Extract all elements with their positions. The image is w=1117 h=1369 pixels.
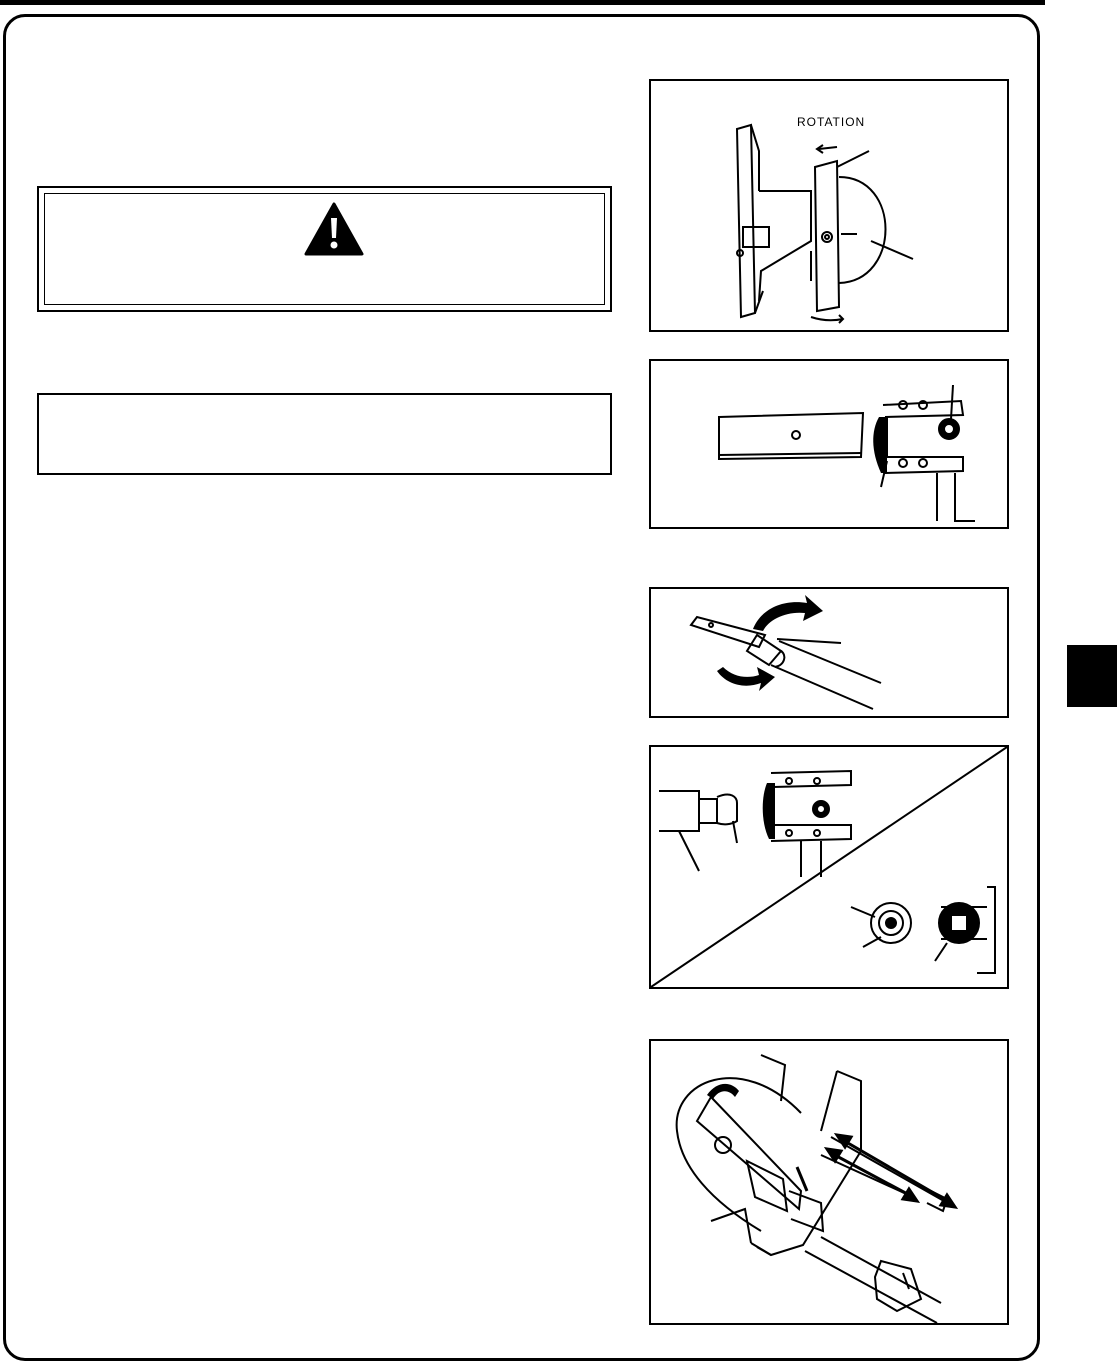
top-rule [0, 0, 1045, 5]
figure-shaft-coupling [649, 587, 1009, 718]
shaft-insertion-illustration [651, 747, 1007, 987]
figure-gear-case-detail [649, 1039, 1009, 1325]
warning-triangle-icon [304, 202, 364, 256]
rotation-label: ROTATION [797, 115, 866, 129]
gear-case-illustration [651, 1041, 1007, 1323]
figure-shaft-insertion [649, 745, 1009, 989]
figure-blade-rotation [649, 79, 1009, 332]
note-box [37, 393, 612, 475]
shaft-coupling-illustration [651, 589, 1007, 716]
figure-blade-and-head [649, 359, 1009, 529]
warning-box-inner [44, 193, 605, 305]
section-tab-marker [1067, 645, 1117, 707]
warning-box [37, 186, 612, 312]
blade-head-illustration [651, 361, 1007, 527]
